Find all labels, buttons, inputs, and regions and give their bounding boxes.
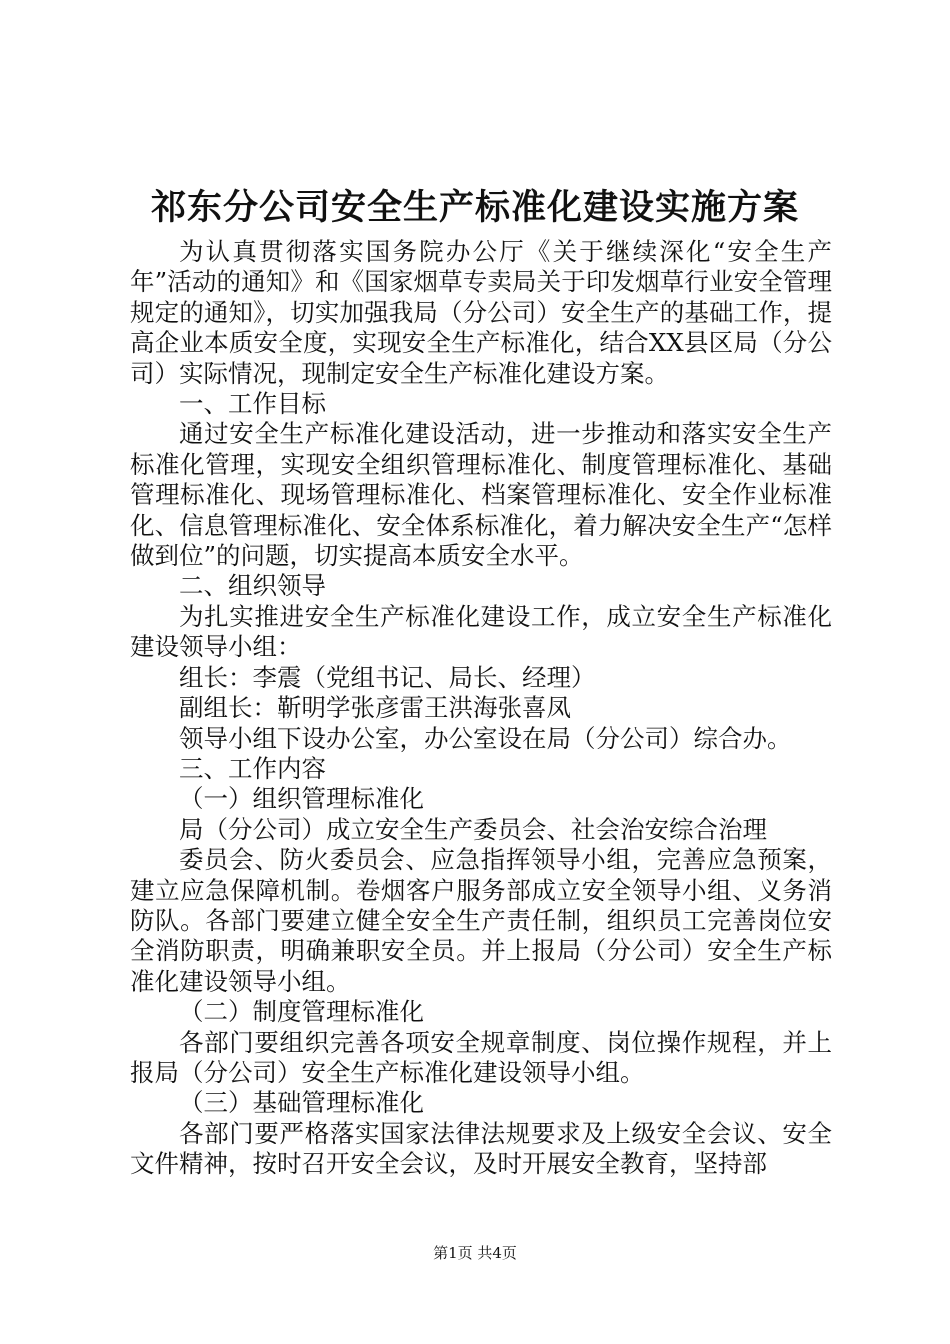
organization-line: 局（分公司）成立安全生产委员会、社会治安综合治理 xyxy=(179,814,767,844)
goals-paragraph: 通过安全生产标准化建设活动，进一步推动和落实安全生产标准化管理，实现安全组织管理标准化、制度管理标准化、基础管理标准化、现场管理标准化、档案管理标准化、安全作业标准化、信息管理标准化、安全体系标准化，着力解决安全生产“怎样做到位”的问题，切实提高本质安全水平。 xyxy=(130,419,832,571)
leader-line: 组长：李震（党组书记、局长、经理） xyxy=(179,662,596,692)
system-paragraph: 各部门要组织完善各项安全规章制度、岗位操作规程，并上报局（分公司）安全生产标准化建设领导小组。 xyxy=(130,1027,832,1087)
intro-paragraph: 为认真贯彻落实国务院办公厅《关于继续深化“安全生产年”活动的通知》和《国家烟草专卖局关于印发烟草行业安全管理规定的通知》，切实加强我局（分公司）安全生产的基础工作，提高企业本质安全度，实现安全生产标准化，结合XX县区局（分公司）实际情况，现制定安全生产标准化建设方案。 xyxy=(130,237,832,388)
section-heading-content: 三、工作内容 xyxy=(179,753,326,783)
page-footer: 第1页 共4页 xyxy=(433,1244,517,1262)
leadership-paragraph: 为扎实推进安全生产标准化建设工作，成立安全生产标准化建设领导小组： xyxy=(130,601,832,662)
basic-paragraph: 各部门要严格落实国家法律法规要求及上级安全会议、安全文件精神，按时召开安全会议，及时开展安全教育，坚持部 xyxy=(130,1118,832,1179)
organization-paragraph: 委员会、防火委员会、应急指挥领导小组，完善应急预案，建立应急保障机制。卷烟客户服务部成立安全领导小组、义务消防队。各部门要建立健全安全生产责任制，组织员工完善岗位安全消防职责，明确兼职安全员。并上报局（分公司）安全生产标准化建设领导小组。 xyxy=(130,845,832,996)
document-body xyxy=(130,237,832,1180)
subheading-basic: （三）基础管理标准化 xyxy=(179,1088,424,1118)
deputy-leader-line: 副组长：靳明学张彦雷王洪海张喜凤 xyxy=(179,693,571,723)
subheading-system: （二）制度管理标准化 xyxy=(179,997,424,1027)
document-title: 祁东分公司安全生产标准化建设实施方案 xyxy=(150,187,799,228)
subheading-organization: （一）组织管理标准化 xyxy=(179,784,424,814)
section-heading-leadership: 二、组织领导 xyxy=(179,571,326,601)
office-line: 领导小组下设办公室，办公室设在局（分公司）综合办。 xyxy=(179,723,792,753)
section-heading-goals: 一、工作目标 xyxy=(179,389,326,419)
